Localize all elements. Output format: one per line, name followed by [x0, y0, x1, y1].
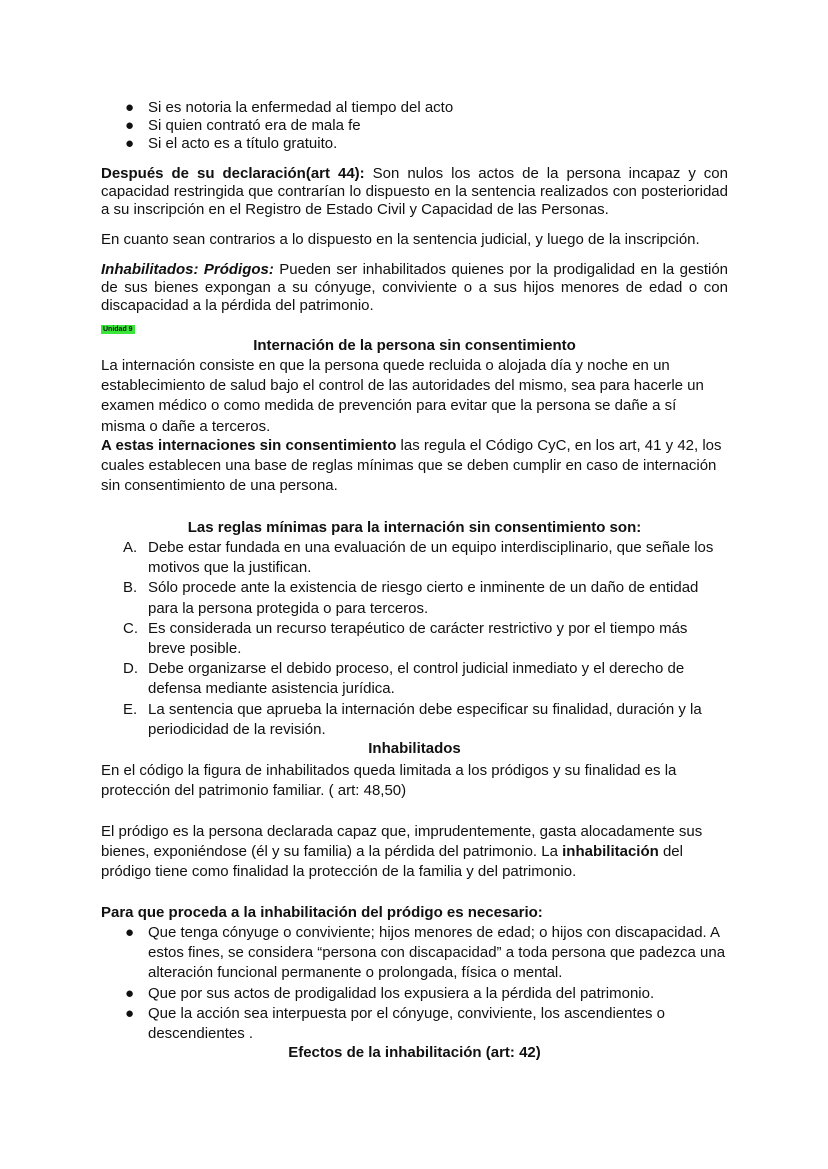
prodigo-text: El pródigo es la persona declarada capaz que, imprudentemente, gasta alocadamente sus bienes, exponiéndose (él y su familia) a la pérdida del patrimonio. La — [101, 823, 703, 861]
despues-heading: Después de su declaración(art 44): — [101, 165, 365, 182]
bullet-icon: ● — [125, 117, 135, 134]
list-letter: A. — [123, 539, 138, 556]
despues-text: Son nulos los actos de la persona incapaz y con capacidad restringida que contrarían lo dispuesto en la sentencia realizados con posterioridad a su inscripción en el Registro de Estado Civil y Capacidad de las Personas. — [101, 165, 728, 218]
efectos-title: Efectos de la inhabilitación (art: 42) — [288, 1044, 541, 1061]
list-item — [101, 117, 728, 135]
list-item — [101, 700, 728, 740]
list-item — [101, 659, 728, 699]
bullet-icon: ● — [125, 135, 135, 152]
internacion-title: Internación de la persona sin consentimiento — [253, 337, 576, 354]
list-item — [101, 135, 728, 153]
list-letter: D. — [123, 660, 138, 678]
internacion-paragraph-2 — [101, 436, 723, 497]
list-item — [101, 538, 728, 578]
prodigos-paragraph — [101, 261, 728, 315]
item-text: Si es notoria la enfermedad al tiempo del acto — [148, 99, 454, 116]
procede-title: Para que proceda a la inhabilitación del pródigo es necesario: — [101, 904, 543, 921]
bullet-icon: ● — [125, 1004, 135, 1022]
prodigos-text: Pueden ser inhabilitados quienes por la prodigalidad en la gestión de sus bienes expongan a su cónyuge, conviviente o a sus hijos menores de edad o con discapacidad a la pérdida del patrimonio. — [101, 261, 729, 314]
item-text: Debe organizarse el debido proceso, el control judicial inmediato y el derecho de defensa mediante asistencia jurídica. — [148, 660, 685, 698]
item-text: Sólo procede ante la existencia de riesgo cierto e inminente de un daño de entidad para la persona protegida o para terceros. — [148, 579, 699, 617]
inhabilitados-title: Inhabilitados — [368, 740, 461, 757]
list-item — [101, 619, 728, 659]
item-text: Que tenga cónyuge o conviviente; hijos menores de edad; o hijos con discapacidad. A estos fines, se considera “persona con discapacidad” a toda persona que padezca una alteración funcional permanente o prolongada, física o mental. — [148, 924, 726, 982]
list-letter: E. — [123, 700, 138, 718]
inhabilitados-paragraph-1: En el código la figura de inhabilitados queda limitada a los pródigos y su finalidad es la protección del patrimonio familiar. ( art: 48,50) — [101, 762, 677, 800]
inhabilitados-paragraph-2 — [101, 822, 723, 883]
list-item — [101, 99, 728, 117]
list-item — [101, 578, 728, 618]
internacion-bold: A estas internaciones sin consentimiento — [101, 437, 397, 454]
list-item — [101, 923, 728, 984]
top-bullet-list — [101, 99, 728, 153]
list-item — [101, 1004, 728, 1044]
prodigos-heading: Inhabilitados: Pródigos: — [101, 261, 274, 278]
procede-list — [101, 923, 728, 1044]
internacion-paragraph-1: La internación consiste en que la persona quede recluida o alojada día y noche en un establecimiento de salud bajo el control de las autoridades del mismo, sea para hacerle un examen médico o como medida de prevención para evitar que la persona se dañe a sí misma o dañe a terceros. — [101, 357, 704, 435]
item-text: Si quien contrató era de mala fe — [148, 117, 361, 134]
en-cuanto-paragraph: En cuanto sean contrarios a lo dispuesto en la sentencia judicial, y luego de la inscripción. — [101, 231, 700, 248]
internacion-text: las regula el Código CyC, en los art, 41 y 42, los cuales establecen una base de reglas mínimas que se deben cumplir en caso de internación sin consentimiento de una persona. — [101, 437, 722, 495]
item-text: Es considerada un recurso terapéutico de carácter restrictivo y por el tiempo más breve posible. — [148, 619, 688, 658]
item-text: Que por sus actos de prodigalidad los expusiera a la pérdida del patrimonio. — [148, 984, 655, 1002]
reglas-title: Las reglas mínimas para la internación sin consentimiento son: — [187, 519, 642, 536]
unidad-badge: Unidad 9 — [103, 326, 133, 333]
reglas-list — [101, 538, 728, 740]
item-text: Debe estar fundada en una evaluación de un equipo interdisciplinario, que señale los motivos que la justifican. — [148, 539, 714, 577]
item-text: La sentencia que aprueba la internación debe especificar su finalidad, duración y la periodicidad de la revisión. — [148, 700, 702, 738]
list-letter: C. — [123, 619, 138, 637]
prodigo-text-end: del pródigo tiene como finalidad la protección de la familia y del patrimonio. — [101, 843, 683, 881]
item-text: Si el acto es a título gratuito. — [148, 135, 338, 152]
despues-paragraph — [101, 165, 728, 219]
bullet-icon: ● — [125, 99, 135, 116]
inhabilitacion-bold: inhabilitación — [562, 843, 659, 861]
item-text: Que la acción sea interpuesta por el cónyuge, conviviente, los ascendientes o descendientes . — [148, 1004, 665, 1043]
list-item — [101, 984, 728, 1004]
list-letter: B. — [123, 579, 138, 597]
bullet-icon: ● — [125, 984, 135, 1002]
bullet-icon: ● — [125, 924, 135, 941]
